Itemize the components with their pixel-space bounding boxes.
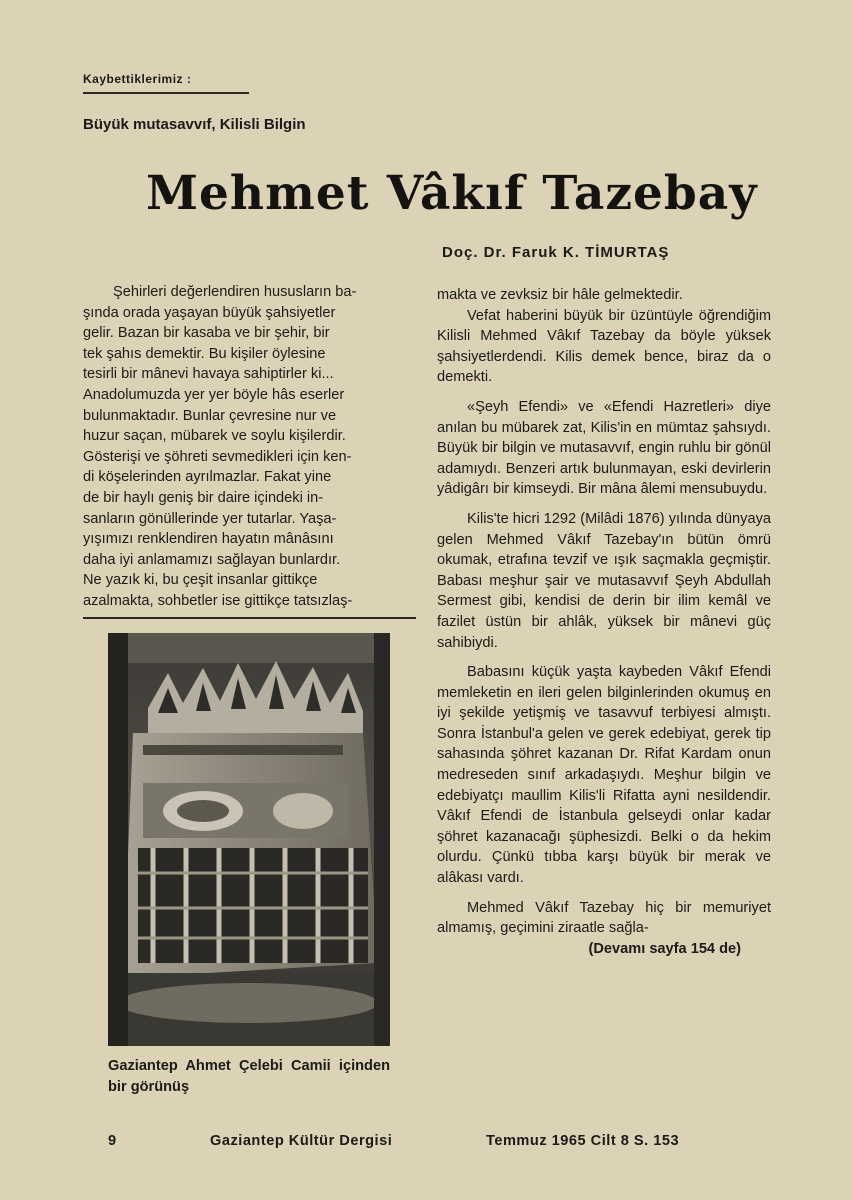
left-line: tesirli bir mânevi havaya sahiptirler ki... xyxy=(83,366,334,383)
left-line: azalmakta, sohbetler ise gittikçe tatsızlaş- xyxy=(83,592,353,609)
left-line: şında orada yaşayan büyük şahsiyetler xyxy=(83,304,336,321)
right-paragraph: Vefat haberini büyük bir üzüntüyle öğrendiğim Kilisli Mehmed Vâkıf Tazebay da böyle yüksek şahsiyetlerdendi. Kilis demek bence, biraz da o demekti. xyxy=(437,307,771,386)
page-number: 9 xyxy=(108,1133,117,1149)
right-paragraph: «Şeyh Efendi» ve «Efendi Hazretleri» diye anılan bu mübarek zat, Kilis'in en mümtaz şahsıydı. Büyük bir bilgin ve mutasavvıf, engin ruhlu bir gönül adamıydı. Benzeri artık bulunmayan, eski devirlerin yâdigârı bir kimseydi. Bir mâna âlemi mensubuydu. xyxy=(437,398,771,498)
mosque-interior-photo xyxy=(108,633,390,1046)
left-line: daha iyi anlamamızı sağlayan bunlardır. xyxy=(83,551,341,568)
right-paragraph: Babasını küçük yaşta kaybeden Vâkıf Efendi memleketin en ileri gelen bilginlerinden okumuş en iyi şekilde yetişmiş ve tasavvuf terbiyesi almıştı. Sonra İstanbul'a gelen ve gerek edebiyat, gerek tip sahasında şöhret kazanan Dr. Rifat Kardam onun medreseden sınıf arkadaşıydı. Meşhur bilgin ve edebiyatçı maullim Kilis'li Rifatta ayni nesildendir. Vâkıf Efendi de İstanbula gelseydi onlar kadar şöhret kazanacağı şüphesizdi. Belki o da hekim olurdu. Çünkü tıbba karşı büyük bir merak ve alâkası vardı. xyxy=(437,664,771,887)
kicker-divider xyxy=(83,92,249,94)
section-kicker: Kaybettiklerimiz : xyxy=(83,72,192,86)
column-divider xyxy=(83,617,416,619)
magazine-name: Gaziantep Kültür Dergisi xyxy=(210,1133,393,1149)
article-author: Doç. Dr. Faruk K. TİMURTAŞ xyxy=(442,244,670,261)
issue-info: Temmuz 1965 Cilt 8 S. 153 xyxy=(486,1133,680,1149)
article-subtitle: Büyük mutasavvıf, Kilisli Bilgin xyxy=(83,116,306,133)
continued-note: (Devamı sayfa 154 de) xyxy=(588,940,741,957)
left-line: Anadolumuzda yer yer böyle hâs eserler xyxy=(83,386,345,403)
left-line: sanların gönüllerinde yer tutarlar. Yaşa- xyxy=(83,510,337,527)
left-line: gelir. Bazan bir kasaba ve bir şehir, bir xyxy=(83,325,330,342)
right-paragraph: Mehmed Vâkıf Tazebay hiç bir memuriyet almamış, geçimini ziraatle sağla- xyxy=(437,899,771,937)
left-line: tek şahıs demektir. Bu kişiler öylesine xyxy=(83,345,326,362)
article-title: Mehmet Vâkıf Tazebay xyxy=(146,166,758,221)
right-paragraph: makta ve zevksiz bir hâle gelmektedir. xyxy=(437,287,683,303)
left-line: yışımızı renklendiren hayatın mânâsını xyxy=(83,531,334,548)
left-line: bulunmaktadır. Bunlar çevresine nur ve xyxy=(83,407,337,424)
left-line: di köşelerinden ayrılmazlar. Fakat yine xyxy=(83,469,332,486)
left-line: Gösterişi ve şöhreti sevmedikleri için ken- xyxy=(83,448,352,465)
photo-caption: Gaziantep Ahmet Çelebi Camii içinden bir görünüş xyxy=(108,1058,390,1095)
left-column xyxy=(83,282,416,612)
left-line: de bir haylı geniş bir daire içindeki in- xyxy=(83,489,324,506)
left-line: Ne yazık ki, bu çeşit insanlar gittikçe xyxy=(83,572,318,589)
right-column xyxy=(437,285,771,959)
left-line: huzur saçan, mübarek ve soylu kişilerdir. xyxy=(83,428,346,445)
left-line: Şehirleri değerlendiren hususların ba- xyxy=(113,284,357,300)
right-paragraph: Kilis'te hicri 1292 (Milâdi 1876) yılında dünyaya gelen Mehmed Vâkıf Tazebay'ın bütün ömrü okumak, etrafına tevzif ve ışık saçmakla geçmiştir. Babası meşhur şair ve mutasavvıf Şeyh Abdullah Sermest gibi, kendisi de derin bir ilim kemâl ve fazilet üstün bir ahlâk, yüksek bir mânevi güç sahibiydi. xyxy=(437,510,771,651)
